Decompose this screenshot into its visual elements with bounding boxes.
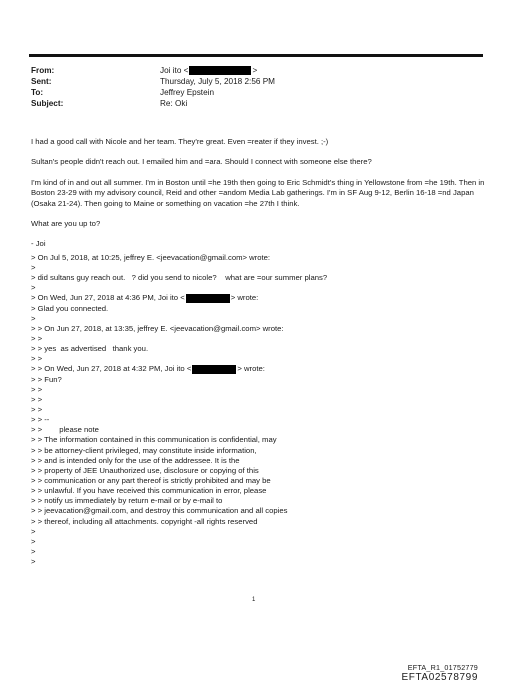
quoted-line: > > [31,333,43,343]
from-row [31,65,471,76]
sent-label: Sent: [31,77,52,86]
quoted-line: > [31,526,36,536]
quoted-line: > > -- [31,415,50,425]
subject-label: Subject: [31,99,64,108]
quoted-line: > > yes as advertised thank you. [31,344,149,354]
to-label: To: [31,88,44,97]
quoted-line: > > On Jun 27, 2018, at 13:35, jeffrey E. <jeevacation@gmail.com> wrote: [31,323,284,333]
quoted-line: > did sultans guy reach out. ? did you send to nicole? what are =our summer plans? [31,273,328,283]
sent-value: Thursday, July 5, 2018 2:56 PM [160,77,275,86]
from-label: From: [31,66,55,75]
quoted-line: > [31,262,36,272]
body-paragraph: Sultan's people didn't reach out. I emailed him and =ara. Should I connect with someone else there? [31,157,372,167]
quoted-line: > [31,283,36,293]
quoted-line: > > [31,394,43,404]
quoted-line: > [31,557,36,567]
quoted-line: > > be attorney-client privileged, may constitute inside information, [31,445,257,455]
quoted-line: > > The information contained in this communication is confidential, may [31,435,277,445]
sent-row [31,76,471,87]
redaction-block [186,294,230,303]
quoted-line: > [31,546,36,556]
from-value [160,65,257,76]
page-number: 1 [252,597,256,603]
quoted-line: > > jeevacation@gmail.com, and destroy this communication and all copies [31,506,288,516]
email-body [31,137,486,567]
quoted-line: > > and is intended only for the use of the addressee. It is the [31,455,240,465]
quoted-thread [31,253,486,567]
quoted-line: > > unlawful. If you have received this communication in error, please [31,486,267,496]
quoted-line: > > communication or any part thereof is strictly prohibited and may be [31,475,271,485]
body-paragraph: I'm kind of in and out all summer. I'm in Boston until =he 19th then going to Eric Schmidt's thing in Yellowstone from =he 19th. Then in Boston 23-29 with my advisory council, Reid and other =andom Media Lab gatherings. I'm in SF Aug 9-12, Berlin 16-18 =nd Japan (Osaka 21-24). Then going to Maine or something on vacation =he 27th I think. [31,177,485,208]
header-divider [29,54,483,57]
quoted-line: > > please note [31,425,99,435]
quoted-line: > On Jul 5, 2018, at 10:25, jeffrey E. <jeevacation@gmail.com> wrote: [31,252,271,262]
to-row [31,87,471,98]
quoted-line: > [31,313,36,323]
document-id-small: EFTA_R1_01752779 [407,663,478,672]
quoted-line: > > property of JEE Unauthorized use, disclosure or copying of this [31,465,259,475]
redaction-block [192,365,236,374]
document-id-large: EFTA02578799 [401,672,478,683]
quoted-line: > > [31,354,43,364]
quoted-line: > On Wed, Jun 27, 2018 at 4:36 PM, Joi ito < > wrote: [31,293,259,303]
quoted-line: > > [31,404,43,414]
quoted-line: > [31,536,36,546]
redaction-block [189,66,251,75]
quoted-line: > > notify us immediately by return e-mail or by e-mail to [31,496,223,506]
quoted-line: > > [31,384,43,394]
body-paragraph: What are you up to? [31,219,101,229]
subject-row [31,98,471,109]
quoted-line: > > On Wed, Jun 27, 2018 at 4:32 PM, Joi ito < > wrote: [31,364,265,374]
email-header [31,65,471,109]
quoted-line: > Glad you connected. [31,303,109,313]
subject-value: Re: Oki [160,99,188,108]
from-name: Joi ito < [160,66,189,75]
from-bracket: > [252,66,258,75]
quoted-line: > > Fun? [31,374,62,384]
to-value: Jeffrey Epstein [160,88,215,97]
body-paragraph: I had a good call with Nicole and her team. They're great. Even =reater if they invest. ;-) [31,137,329,146]
quoted-line: > > thereof, including all attachments. copyright -all rights reserved [31,516,258,526]
signature: - Joi [31,239,46,249]
